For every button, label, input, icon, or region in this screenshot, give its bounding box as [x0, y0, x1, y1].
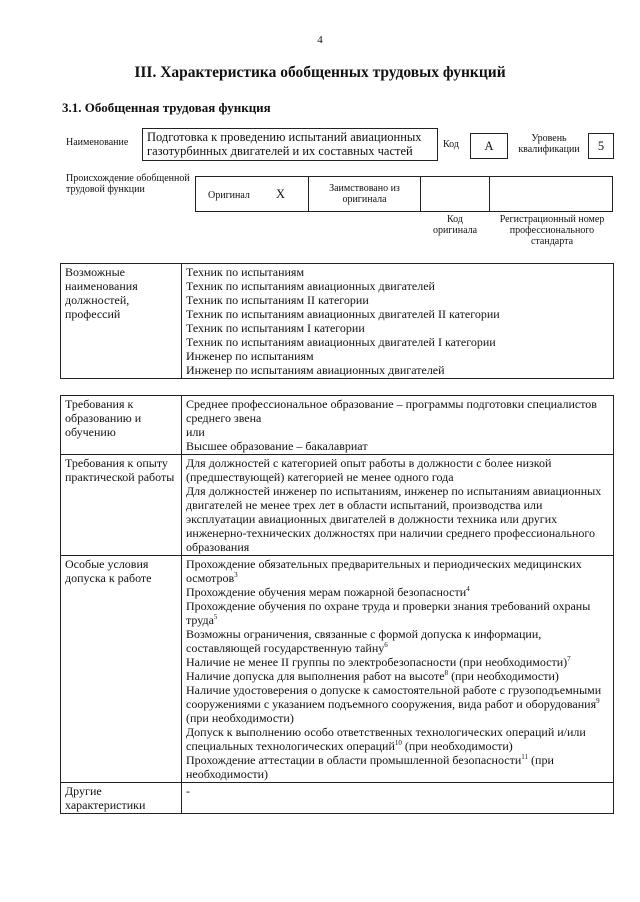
origin-label: Происхождение обобщенной трудовой функции — [66, 173, 190, 195]
other-label: Другие характеристики — [61, 783, 182, 814]
reg-number-cell — [489, 176, 613, 212]
admission-item: Возможны ограничения, связанные с формой допуска к информации, составляющей государственную тайну$^6$ — [186, 627, 542, 655]
education-item: или — [186, 425, 205, 439]
code-label: Код — [443, 139, 459, 150]
education-label: Требования к образованию и обучению — [61, 396, 182, 455]
admission-item: Наличие допуска для выполнения работ на высоте$^8$ (при необходимости) — [186, 669, 559, 683]
education-item: Среднее профессиональное образование – программы подготовки специалистов среднего звена — [186, 397, 597, 425]
experience-item: Для должностей инженер по испытаниям, инженер по испытаниям авиационных двигателей не менее трех лет в области испытаний, производства или эксплуатации авиационных двигателей в должности техника или других инженерно-технических должностях при наличии среднего профессионального образования — [186, 484, 602, 554]
admission-item: Прохождение обучения мерам пожарной безопасности$^4$ — [186, 585, 470, 599]
footnote-ref: 6 — [384, 641, 388, 649]
footnote-ref: 8 — [444, 669, 449, 677]
original-cell — [195, 176, 309, 212]
admission-content — [182, 556, 614, 783]
experience-content — [182, 455, 614, 556]
education-content — [182, 396, 614, 455]
position-item: Техник по испытаниям II категории — [186, 293, 369, 307]
positions-list — [182, 264, 614, 379]
admission-item: Прохождение обучения по охране труда и проверки знания требований охраны труда$^5$ — [186, 599, 591, 627]
page-number: 4 — [317, 34, 323, 46]
footnote-ref: 10 — [394, 739, 402, 747]
positions-label: Возможные наименования должностей, профессий — [61, 264, 182, 379]
subsection-title: 3.1. Обобщенная трудовая функция — [62, 100, 271, 115]
footnote-ref: 11 — [521, 753, 529, 761]
function-name-box: Подготовка к проведению испытаний авиационных газотурбинных двигателей и их составных частей — [142, 128, 438, 161]
reg-number-caption: Регистрационный номер профессионального стандарта — [499, 214, 605, 247]
origin-code-cell — [420, 176, 490, 212]
level-value-box: 5 — [588, 133, 614, 159]
position-item: Инженер по испытаниям — [186, 349, 314, 363]
position-item: Техник по испытаниям авиационных двигателей — [186, 279, 435, 293]
admission-item: Наличие не менее II группы по электробезопасности (при необходимости)$^7$ — [186, 655, 571, 669]
education-item: Высшее образование – бакалавриат — [186, 439, 368, 453]
name-label: Наименование — [66, 137, 129, 148]
footnote-ref: 5 — [213, 613, 218, 621]
section-title: III. Характеристика обобщенных трудовых функций — [134, 64, 506, 81]
position-item: Техник по испытаниям — [186, 265, 305, 279]
admission-item: Прохождение аттестации в области промышленной безопасности$^{11}$ (при необходимости) — [186, 753, 554, 781]
admission-item: Допуск к выполнению особо ответственных технологических операций и/или специальных технологических операций$^{10}$ (при необходимости) — [186, 725, 586, 753]
borrowed-cell: Заимствовано из оригинала — [308, 176, 421, 212]
code-value-box: A — [470, 133, 508, 159]
admission-item: Прохождение обязательных предварительных и периодических медицинских осмотров$^3$ — [186, 557, 582, 585]
admission-item: Наличие удостоверения о допуске к самостоятельной работе с грузоподъемными сооружениями с указанием подъемного сооружения, вида работ и оборудования$^9$ (при необходимости) — [186, 683, 602, 725]
positions-table — [60, 263, 614, 379]
footnote-ref: 3 — [234, 571, 238, 579]
code-original-caption: Код оригинала — [432, 214, 478, 236]
requirements-table — [60, 395, 614, 814]
experience-item: Для должностей с категорией опыт работы в должности с более низкой (предшествующей) категорией не менее одного года — [186, 456, 552, 484]
footnote-ref: 4 — [466, 585, 470, 593]
footnote-ref: 7 — [567, 655, 571, 663]
experience-label: Требования к опыту практической работы — [61, 455, 182, 556]
level-label: Уровень квалификации — [518, 133, 580, 155]
position-item: Техник по испытаниям I категории — [186, 321, 365, 335]
original-mark: X — [276, 187, 286, 201]
admission-label: Особые условия допуска к работе — [61, 556, 182, 783]
position-item: Техник по испытаниям авиационных двигателей I категории — [186, 335, 496, 349]
original-label: Оригинал — [208, 190, 250, 201]
footnote-ref: 9 — [596, 697, 600, 705]
other-value: - — [182, 783, 614, 814]
position-item: Техник по испытаниям авиационных двигателей II категории — [186, 307, 500, 321]
position-item: Инженер по испытаниям авиационных двигателей — [186, 363, 445, 377]
